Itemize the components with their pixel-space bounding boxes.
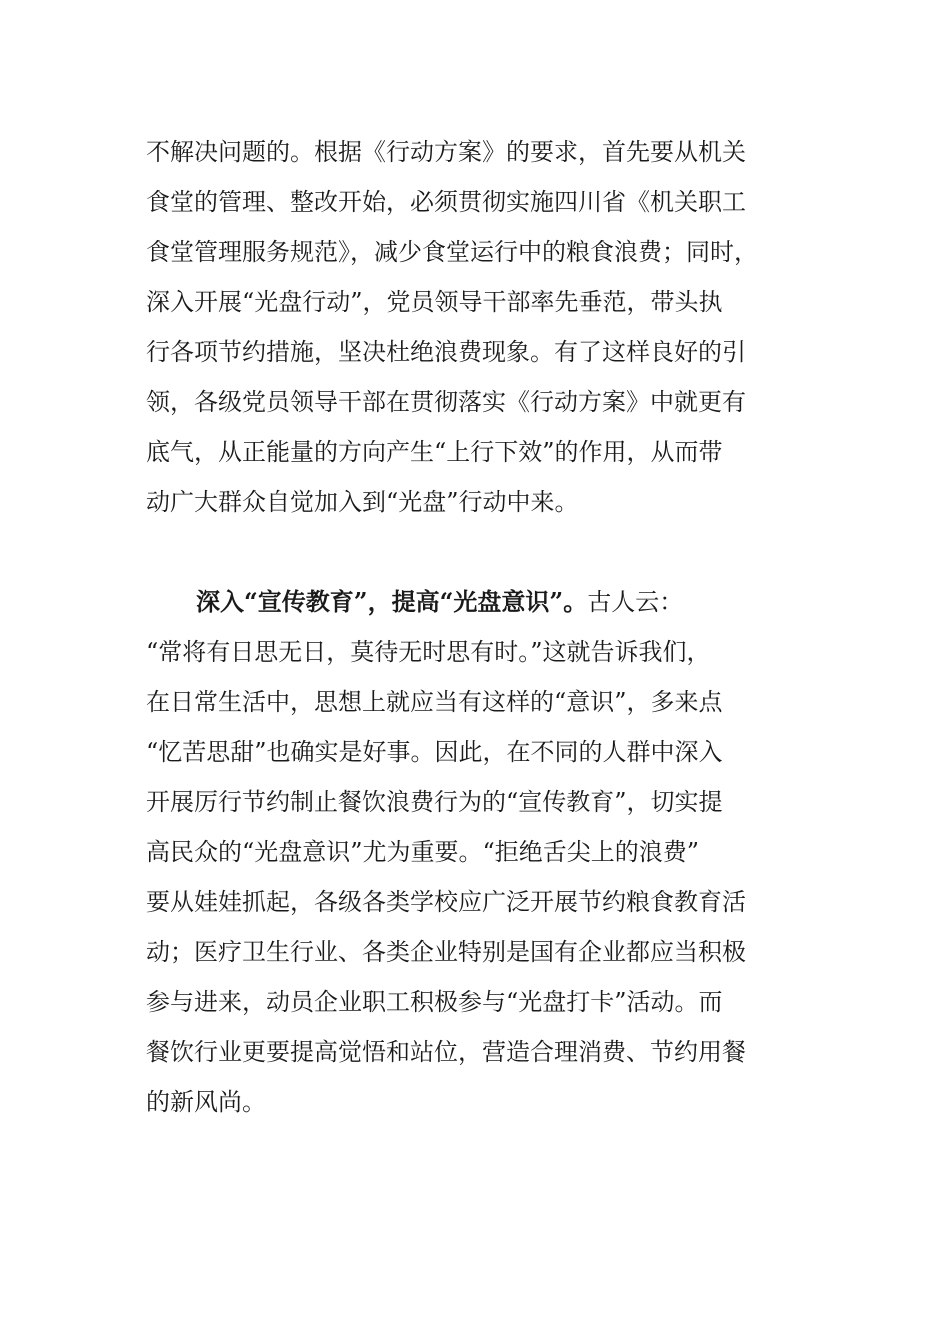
paragraph-heading: 深入“宣传教育”，提高“光盘意识”。: [196, 587, 588, 616]
text-line: 食堂的管理、整改开始，必须贯彻实施四川省《机关职工: [146, 188, 746, 216]
text-line: 高民众的“光盘意识”尤为重要。“拒绝舌尖上的浪费”: [146, 838, 700, 866]
text-line: 要从娃娃抓起，各级各类学校应广泛开展节约粮食教育活: [146, 888, 746, 916]
text-line: 动广大群众自觉加入到“光盘”行动中来。: [146, 488, 579, 516]
text-line: “常将有日思无日，莫待无时思有时。”这就告诉我们，: [146, 638, 711, 666]
text-line: 开展厉行节约制止餐饮浪费行为的“宣传教育”，切实提: [146, 788, 723, 816]
text-line: 的新风尚。: [146, 1088, 266, 1116]
text-line: 领，各级党员领导干部在贯彻落实《行动方案》中就更有: [146, 388, 746, 416]
text-line: 底气，从正能量的方向产生“上行下效”的作用，从而带: [146, 438, 723, 466]
text-line: 食堂管理服务规范》，减少食堂运行中的粮食浪费；同时，: [146, 238, 758, 266]
text-line: 餐饮行业更要提高觉悟和站位，营造合理消费、节约用餐: [146, 1038, 746, 1066]
text-line: 不解决问题的。根据《行动方案》的要求，首先要从机关: [146, 138, 746, 166]
text-line: 动；医疗卫生行业、各类企业特别是国有企业都应当积极: [146, 938, 746, 966]
heading-line-rest: 古人云：: [587, 588, 684, 616]
text-line: 参与进来，动员企业职工积极参与“光盘打卡”活动。而: [146, 988, 723, 1016]
text-line: 在日常生活中，思想上就应当有这样的“意识”，多来点: [146, 688, 723, 716]
text-line: 行各项节约措施，坚决杜绝浪费现象。有了这样良好的引: [146, 338, 746, 366]
text-line: “忆苦思甜”也确实是好事。因此，在不同的人群中深入: [146, 738, 723, 766]
paragraph-2: [146, 577, 796, 1127]
paragraph-1: [146, 127, 796, 527]
paragraph-heading-line: [146, 577, 796, 627]
text-line: 深入开展“光盘行动”，党员领导干部率先垂范，带头执: [146, 288, 723, 316]
